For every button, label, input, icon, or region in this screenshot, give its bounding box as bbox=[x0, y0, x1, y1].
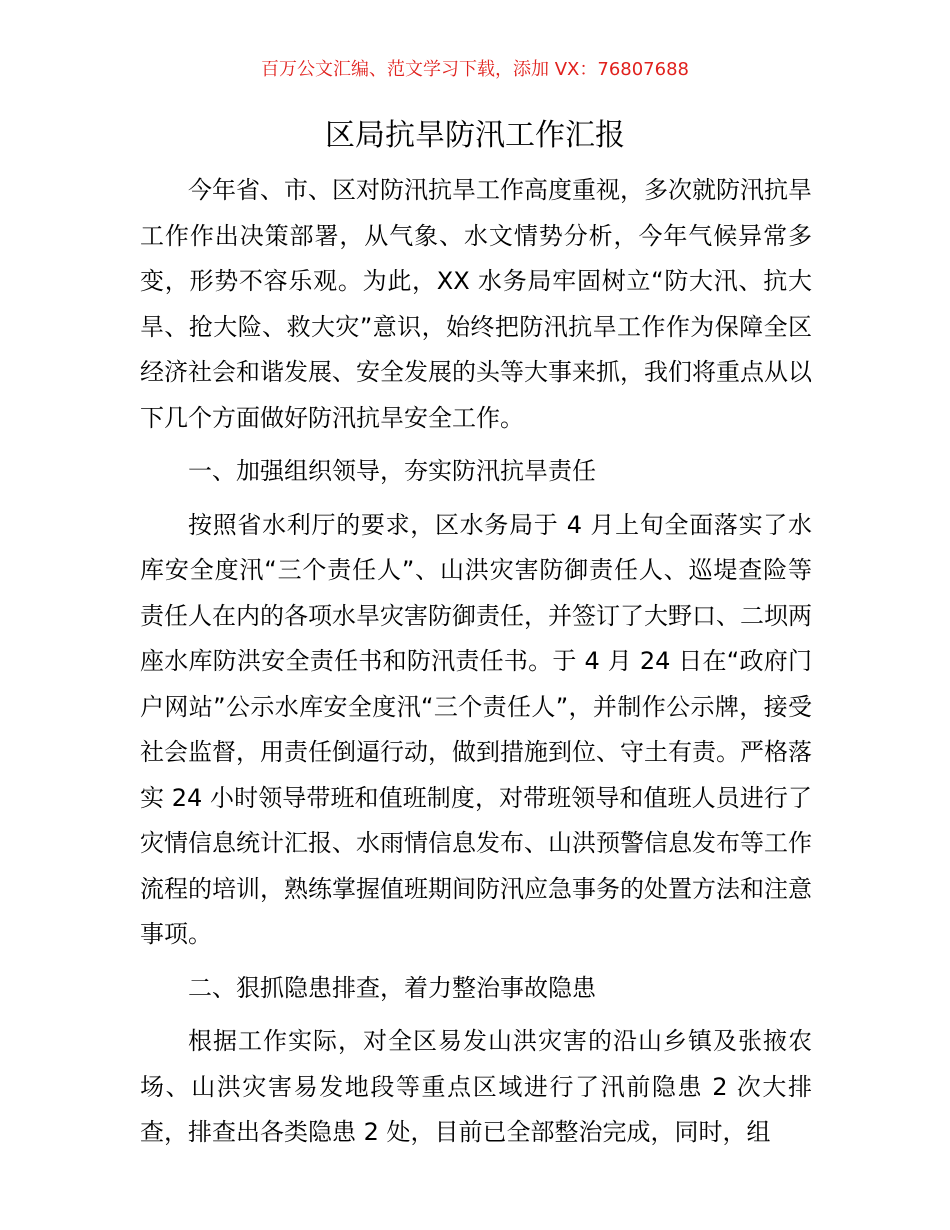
section-1-paragraph: 按照省水利厅的要求，区水务局于 4 月上旬全面落实了水库安全度汛“三个责任人”、山洪灾害防御责任人、巡堤查险等责任人在内的各项水旱灾害防御责任，并签订了大野口、二坝两座水库防洪安全责任书和防汛责任书。于 4 月 24 日在“政府门户网站”公示水库安全度汛“三个责任人”，并制作公示牌，接受社会监督，用责任倒逼行动，做到措施到位、守土有责。严格落实 24 小时领导带班和值班制度，对带班领导和值班人员进行了灾情信息统计汇报、水雨情信息发布、山洪预警信息发布等工作流程的培训，熟练掌握值班期间防汛应急事务的处置方法和注意事项。 bbox=[140, 510, 812, 948]
document-title: 区局抗旱防汛工作汇报 bbox=[325, 118, 625, 153]
section-2-paragraph: 根据工作实际，对全区易发山洪灾害的沿山乡镇及张掖农场、山洪灾害易发地段等重点区域进行了汛前隐患 2 次大排查，排查出各类隐患 2 处，目前已全部整治完成，同时，组 bbox=[140, 1027, 812, 1146]
section-1-heading: 一、加强组织领导，夯实防汛抗旱责任 bbox=[188, 457, 596, 485]
header-banner: 百万公文汇编、范文学习下载，添加 VX：76807688 bbox=[261, 59, 689, 80]
document-body bbox=[140, 168, 812, 1156]
intro-paragraph: 今年省、市、区对防汛抗旱工作高度重视，多次就防汛抗旱工作作出决策部署，从气象、水文情势分析，今年气候异常多变，形势不容乐观。为此，XX 水务局牢固树立“防大汛、抗大旱、抢大险、救大灾”意识，始终把防汛抗旱工作作为保障全区经济社会和谐发展、安全发展的头等大事来抓，我们将重点从以下几个方面做好防汛抗旱安全工作。 bbox=[140, 176, 812, 432]
section-2-heading: 二、狠抓隐患排查，着力整治事故隐患 bbox=[188, 973, 596, 1002]
